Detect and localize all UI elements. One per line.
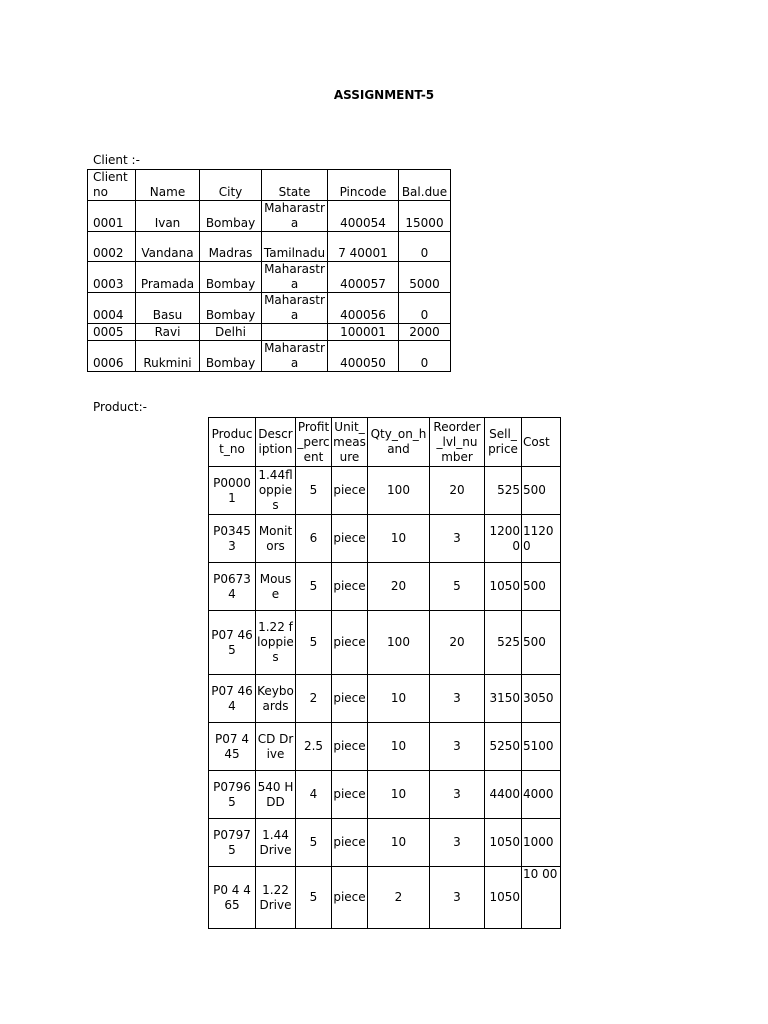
- product-cell: P07 465: [209, 611, 256, 675]
- product-cell: 5100: [522, 723, 561, 771]
- product-cell: 500: [522, 467, 561, 515]
- client-header-cell: City: [200, 170, 262, 201]
- product-label: Product:-: [93, 400, 147, 414]
- product-cell: 5250: [485, 723, 522, 771]
- client-cell: 7 40001: [328, 232, 399, 262]
- product-row: [209, 467, 561, 515]
- product-cell: 2.5: [296, 723, 332, 771]
- client-cell: 0004: [88, 293, 136, 324]
- client-cell: [262, 324, 328, 341]
- product-row: [209, 611, 561, 675]
- product-cell: 1.44 Drive: [256, 819, 296, 867]
- product-cell: 500: [522, 563, 561, 611]
- product-cell: P0 4 465: [209, 867, 256, 929]
- client-cell: Ivan: [136, 201, 200, 232]
- product-cell: 10: [368, 675, 430, 723]
- product-cell: 500: [522, 611, 561, 675]
- product-cell: 525: [485, 467, 522, 515]
- product-cell: 3: [430, 515, 485, 563]
- product-cell: 10: [368, 819, 430, 867]
- product-cell: 5: [296, 467, 332, 515]
- product-cell: piece: [332, 867, 368, 929]
- client-cell: Bombay: [200, 262, 262, 293]
- product-cell: 3150: [485, 675, 522, 723]
- product-cell: 1.44floppies: [256, 467, 296, 515]
- client-row: [88, 201, 451, 232]
- product-row: [209, 771, 561, 819]
- client-cell: 400054: [328, 201, 399, 232]
- product-cell: 3: [430, 675, 485, 723]
- product-cell: P07 4 45: [209, 723, 256, 771]
- client-cell: 0: [399, 293, 451, 324]
- product-cell: P07975: [209, 819, 256, 867]
- product-cell: 100: [368, 611, 430, 675]
- product-cell: 1000: [522, 819, 561, 867]
- product-cell: piece: [332, 819, 368, 867]
- client-cell: Maharastra: [262, 262, 328, 293]
- product-cell: piece: [332, 723, 368, 771]
- client-cell: 15000: [399, 201, 451, 232]
- client-cell: 0: [399, 341, 451, 372]
- product-cell: 3050: [522, 675, 561, 723]
- product-cell: 3: [430, 867, 485, 929]
- product-row: [209, 675, 561, 723]
- client-cell: 5000: [399, 262, 451, 293]
- product-cell: piece: [332, 563, 368, 611]
- product-cell: 11200: [522, 515, 561, 563]
- page-title: ASSIGNMENT-5: [333, 88, 435, 102]
- product-cell: 1050: [485, 819, 522, 867]
- client-cell: Pramada: [136, 262, 200, 293]
- product-header-cell: Qty_on_hand: [368, 418, 430, 467]
- product-cell: 5: [296, 867, 332, 929]
- client-cell: Bombay: [200, 341, 262, 372]
- client-cell: 0006: [88, 341, 136, 372]
- product-cell: 525: [485, 611, 522, 675]
- product-cell: 3: [430, 771, 485, 819]
- product-row: [209, 819, 561, 867]
- client-row: [88, 341, 451, 372]
- client-cell: 0003: [88, 262, 136, 293]
- client-row: [88, 293, 451, 324]
- product-header-cell: Cost: [522, 418, 561, 467]
- product-cell: 1.22 floppies: [256, 611, 296, 675]
- product-cell: 100: [368, 467, 430, 515]
- product-cell: CD Drive: [256, 723, 296, 771]
- product-cell: piece: [332, 771, 368, 819]
- client-row: [88, 262, 451, 293]
- product-cell: 1050: [485, 563, 522, 611]
- client-cell: Bombay: [200, 293, 262, 324]
- client-header-cell: Bal.due: [399, 170, 451, 201]
- product-cell: 2: [296, 675, 332, 723]
- product-row: [209, 723, 561, 771]
- product-cell: piece: [332, 467, 368, 515]
- product-table: [208, 417, 561, 929]
- product-cell: 2: [368, 867, 430, 929]
- client-header-cell: Client no: [88, 170, 136, 201]
- product-cell: P00001: [209, 467, 256, 515]
- client-cell: Bombay: [200, 201, 262, 232]
- product-row: [209, 515, 561, 563]
- product-cell: P06734: [209, 563, 256, 611]
- client-cell: 0: [399, 232, 451, 262]
- product-cell: 20: [368, 563, 430, 611]
- product-cell: 1.22 Drive: [256, 867, 296, 929]
- product-cell: 20: [430, 467, 485, 515]
- product-cell: 5: [296, 819, 332, 867]
- client-cell: 400057: [328, 262, 399, 293]
- product-cell: 10 00: [522, 867, 561, 929]
- client-cell: 400050: [328, 341, 399, 372]
- client-cell: Maharastra: [262, 293, 328, 324]
- client-cell: Delhi: [200, 324, 262, 341]
- client-cell: 0005: [88, 324, 136, 341]
- product-cell: 1050: [485, 867, 522, 929]
- client-cell: Madras: [200, 232, 262, 262]
- product-cell: 4400: [485, 771, 522, 819]
- client-cell: Ravi: [136, 324, 200, 341]
- client-header-cell: State: [262, 170, 328, 201]
- client-row: [88, 324, 451, 341]
- product-cell: 12000: [485, 515, 522, 563]
- client-header-row: [88, 170, 451, 201]
- client-cell: 100001: [328, 324, 399, 341]
- client-header-cell: Pincode: [328, 170, 399, 201]
- product-header-cell: Product_no: [209, 418, 256, 467]
- product-cell: 4000: [522, 771, 561, 819]
- client-cell: Rukmini: [136, 341, 200, 372]
- product-cell: P07965: [209, 771, 256, 819]
- client-cell: 0002: [88, 232, 136, 262]
- product-header-cell: Reorder_lvl_number: [430, 418, 485, 467]
- product-cell: 4: [296, 771, 332, 819]
- product-cell: P03453: [209, 515, 256, 563]
- client-cell: Basu: [136, 293, 200, 324]
- product-header-cell: Sell_price: [485, 418, 522, 467]
- client-label: Client :-: [93, 153, 140, 167]
- client-cell: Maharastra: [262, 201, 328, 232]
- product-row: [209, 563, 561, 611]
- client-cell: 400056: [328, 293, 399, 324]
- client-table: [87, 169, 451, 372]
- product-cell: 3: [430, 819, 485, 867]
- product-header-cell: Profit_percent: [296, 418, 332, 467]
- product-header-cell: Unit_measure: [332, 418, 368, 467]
- client-cell: 0001: [88, 201, 136, 232]
- product-cell: 10: [368, 771, 430, 819]
- product-cell: Monitors: [256, 515, 296, 563]
- product-cell: piece: [332, 515, 368, 563]
- product-cell: 5: [430, 563, 485, 611]
- client-cell: Maharastra: [262, 341, 328, 372]
- product-cell: Keybo ards: [256, 675, 296, 723]
- product-cell: 540 HDD: [256, 771, 296, 819]
- product-cell: P07 46 4: [209, 675, 256, 723]
- product-header-row: [209, 418, 561, 467]
- product-cell: 20: [430, 611, 485, 675]
- product-cell: piece: [332, 675, 368, 723]
- client-row: [88, 232, 451, 262]
- product-cell: 6: [296, 515, 332, 563]
- client-header-cell: Name: [136, 170, 200, 201]
- product-cell: piece: [332, 611, 368, 675]
- product-cell: 5: [296, 611, 332, 675]
- client-cell: 2000: [399, 324, 451, 341]
- product-row: [209, 867, 561, 929]
- product-cell: Mouse: [256, 563, 296, 611]
- product-cell: 10: [368, 723, 430, 771]
- client-cell: Tamilnadu: [262, 232, 328, 262]
- product-cell: 5: [296, 563, 332, 611]
- product-header-cell: Description: [256, 418, 296, 467]
- client-cell: Vandana: [136, 232, 200, 262]
- product-cell: 10: [368, 515, 430, 563]
- product-cell: 3: [430, 723, 485, 771]
